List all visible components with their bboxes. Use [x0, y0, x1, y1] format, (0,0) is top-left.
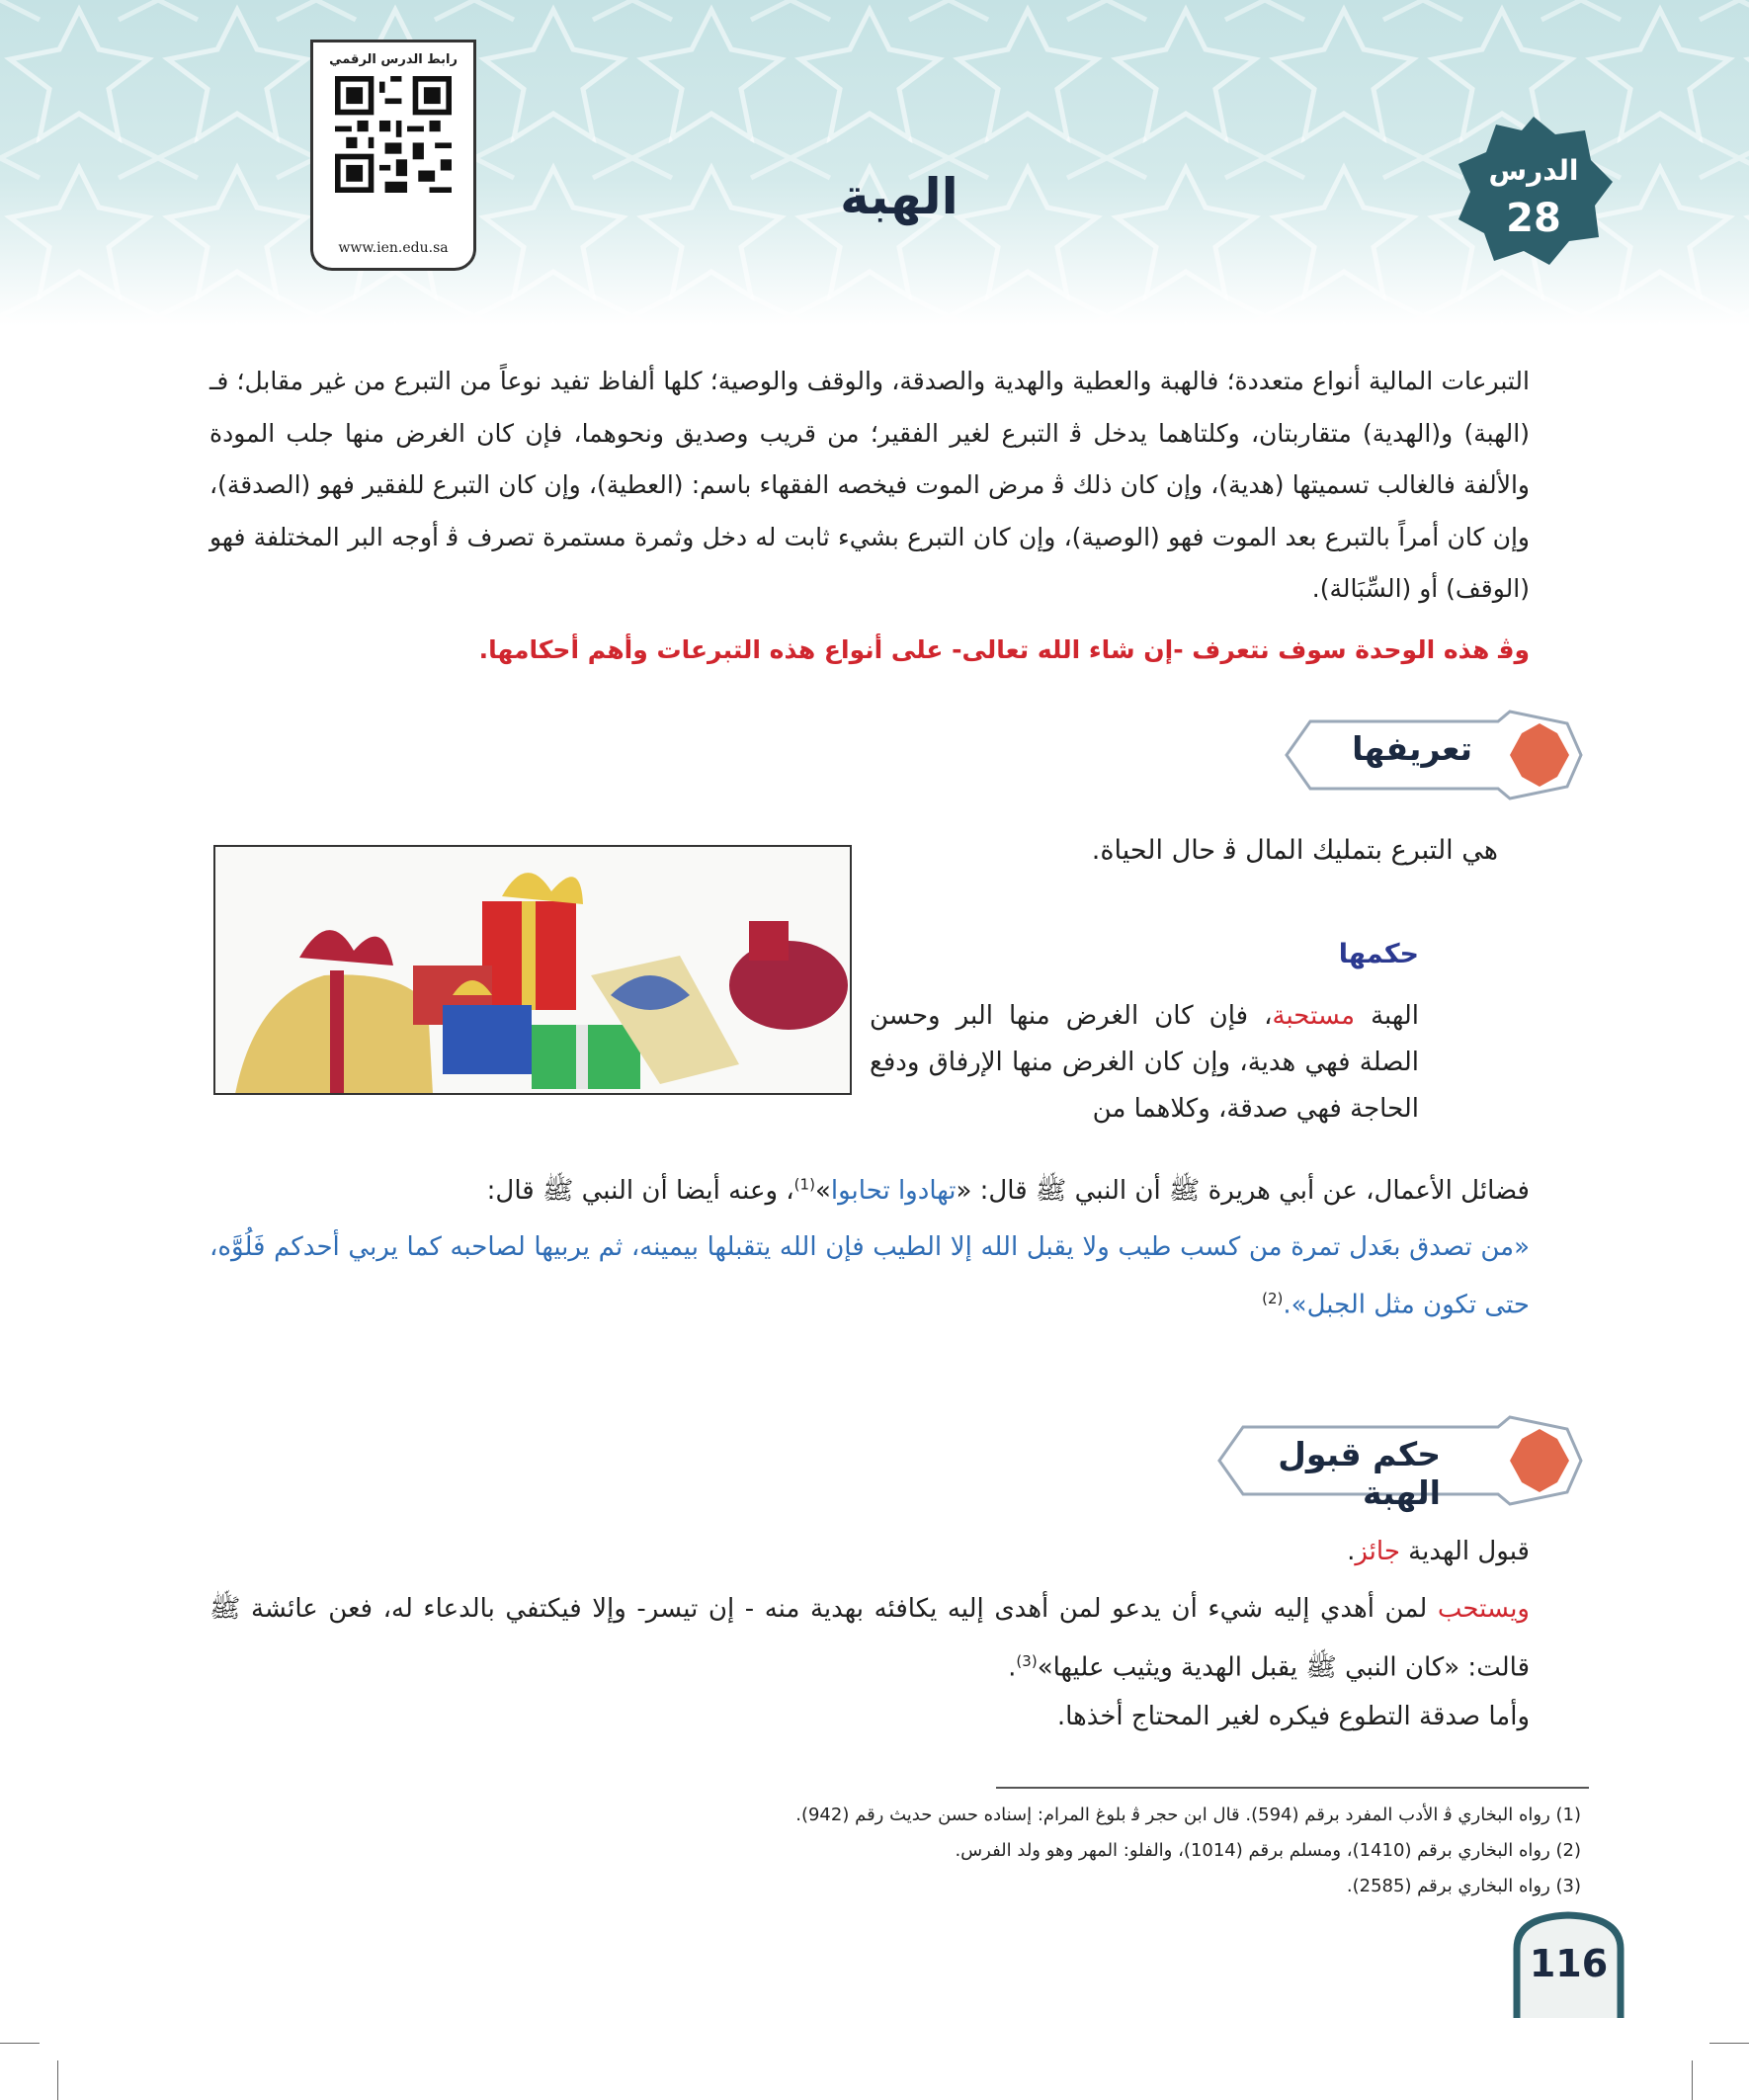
intro-paragraph: التبرعات المالية أنواع متعددة؛ فالهبة والعطية والهدية والصدقة، والوقف والوصية؛ كلها ألفاظ تفيد نوعاً من التبرع من غير مقابل؛ فـ (الهبة) و(الهدية) متقاربتان، وكلتاهما يدخل ﭬ التبرع لغير الفقير؛ من قريب وصديق ونحوهما، فإن كان الغرض منها جلب المودة والألفة فالغالب تسميتها (هدية)، وإن كان ذلك ﭬ مرض الموت فيخصه الفقهاء باسم: (العطية)، وإن كان التبرع للفقير فهو (الصدقة)، وإن كان أمراً بالتبرع بعد الموت فهو (الوصية)، وإن كان التبرع بشيء ثابت له دخل وثمرة مستمرة تصرف ﭬ أوجه البر المختلفة فهو (الوقف) أو (السِّبَالة). — [209, 367, 1530, 603]
footnote-2: (2) رواه البخاري برقم (1410)، ومسلم برقم (1014)، والفلو: المهر وهو ولد الفرس. — [955, 1840, 1581, 1861]
ruling-paragraph — [870, 993, 1419, 1133]
crop-mark — [1692, 2060, 1693, 2100]
gift-boxes-icon — [215, 847, 852, 1095]
hadith-line-1 — [209, 1174, 1530, 1212]
accept2-text: لمن أهدي إليه شيء أن يدعو لمن أهدى إليه يكافئه بهدية منه - إن تيسر- وإلا فيكتفي بالدعاء له، فعن عائشة ﷺ قالت: «كان النبي ﷺ يقبل الهدية ويثيب عليها» — [209, 1594, 1530, 1683]
hadith1-prefix: فضائل الأعمال، عن أبي هريرة ﷺ أن النبي ﷺ قال: « — [956, 1176, 1530, 1206]
qr-code-icon[interactable] — [335, 76, 452, 193]
hadith-line-2 — [209, 1221, 1530, 1331]
acceptance-line-1 — [209, 1537, 1530, 1566]
hadith1-tail: ، وعنه أيضا أن النبي ﷺ قال: — [486, 1176, 794, 1206]
gifts-image — [213, 845, 852, 1095]
accept1-keyword: جائز — [1355, 1537, 1400, 1566]
lesson-label: الدرس — [1488, 154, 1579, 187]
lesson-number: 28 — [1506, 196, 1561, 241]
qr-card[interactable] — [310, 40, 476, 271]
footnote-divider — [996, 1787, 1589, 1789]
lesson-badge-icon — [1455, 117, 1613, 265]
accept1-suffix: . — [1347, 1537, 1356, 1566]
accept2-keyword: ويستحب — [1437, 1594, 1530, 1624]
acceptance-line-2 — [209, 1583, 1530, 1695]
ruling-heading: حكمها — [1338, 939, 1419, 969]
footnote-1: (1) رواه البخاري ﭬ الأدب المفرد برقم (594). قال ابن حجر ﭬ بلوغ المرام: إسناده حسن حديث رقم (942). — [795, 1805, 1581, 1825]
qr-caption: رابط الدرس الرقمي — [329, 52, 458, 67]
accept2-end: . — [1008, 1652, 1017, 1683]
hadith1-quote: تهادوا تحابوا — [830, 1176, 957, 1206]
crop-mark — [0, 2043, 40, 2044]
acceptance-line-3: وأما صدقة التطوع فيكره لغير المحتاج أخذها. — [1056, 1702, 1530, 1731]
intro-highlight: وﭬ هذه الوحدة سوف نتعرف -إن شاء الله تعالى- على أنواع هذه التبرعات وأهم أحكامها. — [478, 635, 1530, 664]
ruling-prefix: الهبة — [1355, 1001, 1419, 1031]
footnote-3: (3) رواه البخاري برقم (2585). — [1346, 1876, 1581, 1896]
crop-mark — [1709, 2043, 1749, 2044]
hadith2-text: «من تصدق بعَدل تمرة من كسب طيب ولا يقبل الله إلا الطيب فإن الله يتقبلها بيمينه، ثم يربيها لصاحبه كما يربي أحدكم فَلُوَّه، حتى تكون مثل الجبل». — [209, 1232, 1530, 1320]
page-title: الهبة — [840, 168, 958, 225]
accept1-prefix: قبول الهدية — [1399, 1537, 1530, 1566]
footnote-ref-3[interactable]: (3) — [1016, 1652, 1038, 1670]
section-heading-definition: تعريفها — [1352, 729, 1472, 768]
ruling-text: ، فإن كان الغرض منها البر وحسن الصلة فهي هدية، وإن كان الغرض منها الإرفاق ودفع الحاجة فهي صدقة، وكلاهما من — [870, 1001, 1419, 1124]
page-number: 116 — [1529, 1942, 1609, 1985]
section-heading-acceptance: حكم قبول الهبة — [1278, 1435, 1441, 1512]
footnote-ref-2[interactable]: (2) — [1262, 1290, 1284, 1307]
hadith1-suffix: » — [814, 1176, 831, 1206]
definition-text: هي التبرع بتمليك المال ﭬ حال الحياة. — [1091, 835, 1498, 866]
crop-mark — [57, 2060, 58, 2100]
qr-url[interactable]: www.ien.edu.sa — [338, 240, 449, 256]
footnote-ref-1[interactable]: (1) — [793, 1175, 815, 1194]
ruling-keyword: مستحبة — [1272, 1001, 1356, 1031]
